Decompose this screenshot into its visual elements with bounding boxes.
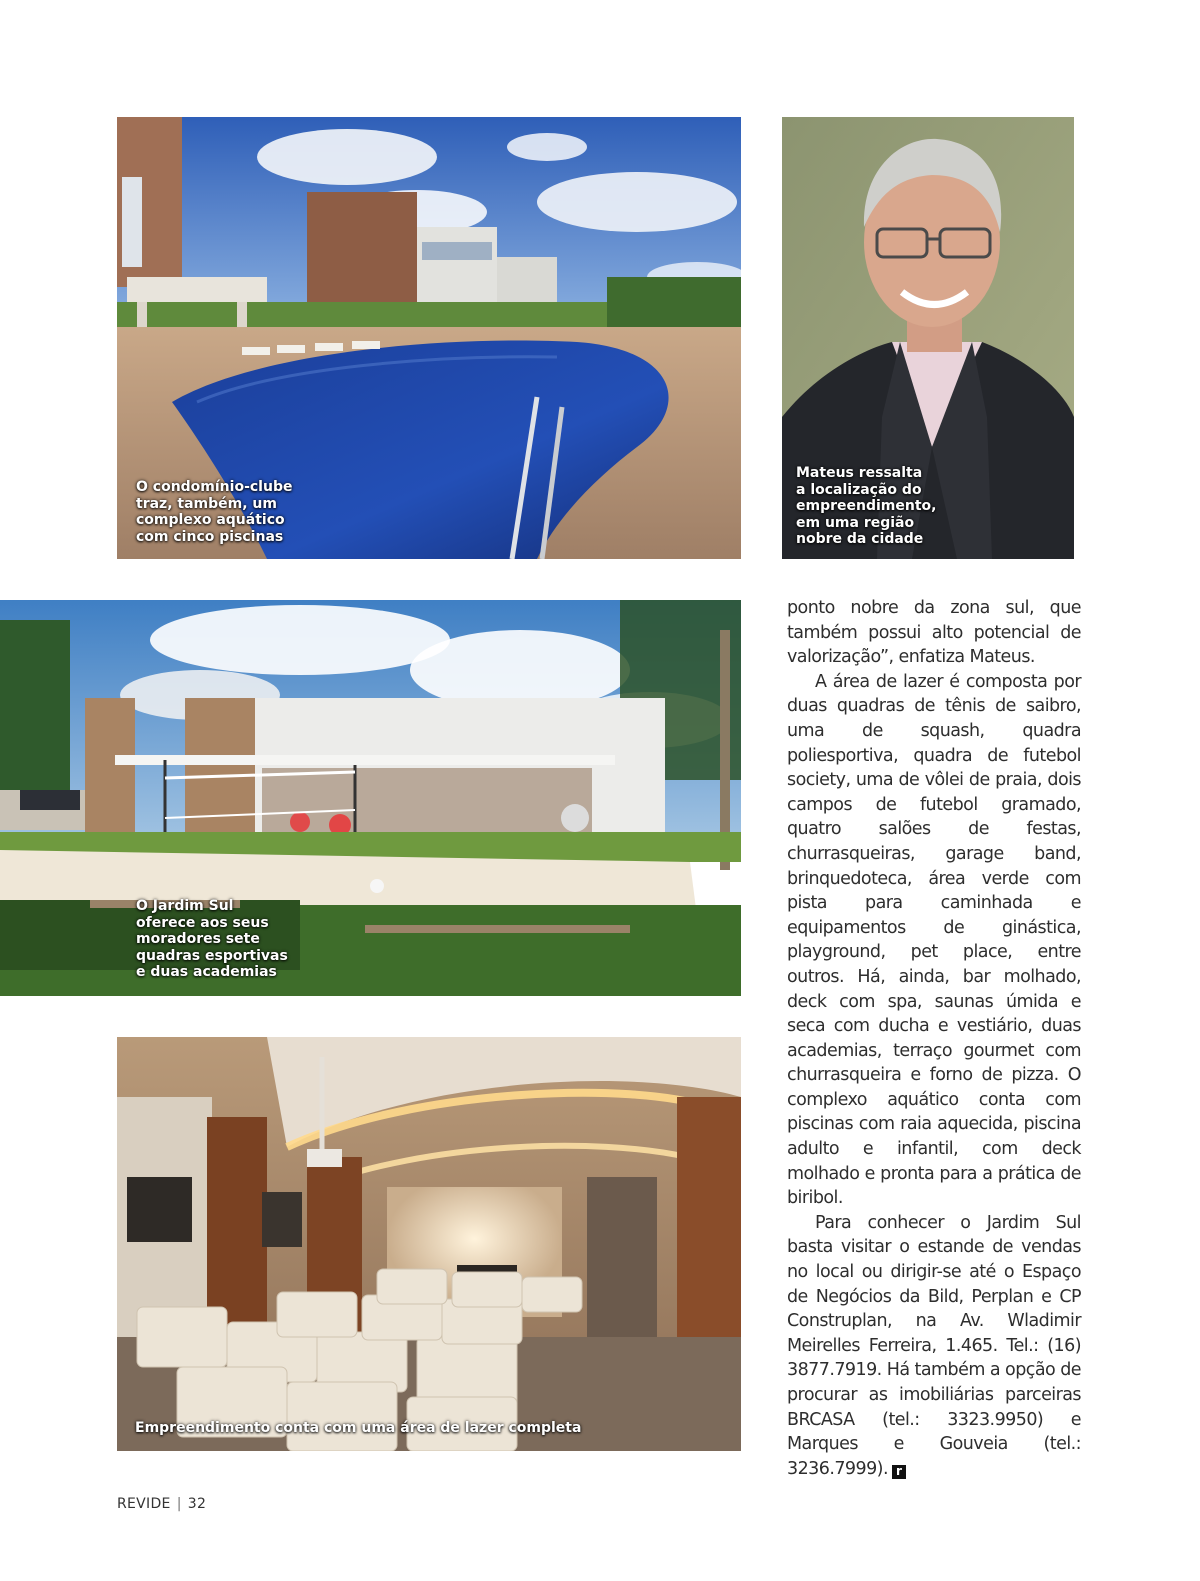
page-folio [117, 1496, 206, 1512]
article-paragraph-text: Para conhecer o Jardim Sul basta visitar o estande de vendas no local ou dirigir-se até o Espaço de Negócios da Bild, Perplan e CP Construplan, na Av. Wladimir Meirelles Ferreira, 1.465. Tel.: (16) 3877.7919. Há também a opção de procurar as imobiliárias parceiras BRCASA (tel.: 3323.9950) e Marques e Gouveia (tel.: 3236.7999). [787, 1212, 1081, 1479]
cinema-photo [117, 1037, 741, 1451]
sports-photo [0, 600, 741, 996]
folio-separator: | [176, 1496, 182, 1512]
portrait-caption: Mateus ressalta a localização do empreendimento, em uma região nobre da cidade [796, 465, 937, 547]
cinema-photo-image [117, 1037, 741, 1451]
page-number: 32 [187, 1496, 207, 1512]
publication-name: REVIDE [117, 1496, 171, 1512]
article-paragraph: ponto nobre da zona sul, que também possui alto potencial de valorização”, enfatiza Mateus. [787, 598, 1081, 668]
end-of-article-mark: r [892, 1465, 906, 1479]
article-body [787, 596, 1081, 1481]
portrait-photo [782, 117, 1074, 559]
pool-caption: O condomínio-clube traz, também, um complexo aquático com cinco piscinas [136, 479, 293, 545]
cinema-caption: Empreendimento conta com uma área de lazer completa [135, 1420, 582, 1436]
sports-photo-image [0, 600, 741, 996]
article-paragraph-last [787, 1211, 1081, 1482]
pool-photo [117, 117, 741, 559]
article-paragraph: A área de lazer é composta por duas quadras de tênis de saibro, uma de squash, quadra poliesportiva, quadra de futebol society, uma de vôlei de praia, dois campos de futebol gramado, quatro salões de festas, churrasqueiras, garage band, brinquedoteca, área verde com pista para caminhada e equipamentos de ginástica, playground, pet place, entre outros. Há, ainda, bar molhado, deck com spa, saunas úmida e seca com ducha e vestiário, duas academias, terraço gourmet com churrasqueira e forno de pizza. O complexo aquático conta com piscinas com raia aquecida, piscina adulto e infantil, com deck molhado e pronta para a prática de biribol. [787, 671, 1081, 1209]
sports-caption: O Jardim Sul oferece aos seus moradores sete quadras esportivas e duas academias [136, 898, 288, 980]
